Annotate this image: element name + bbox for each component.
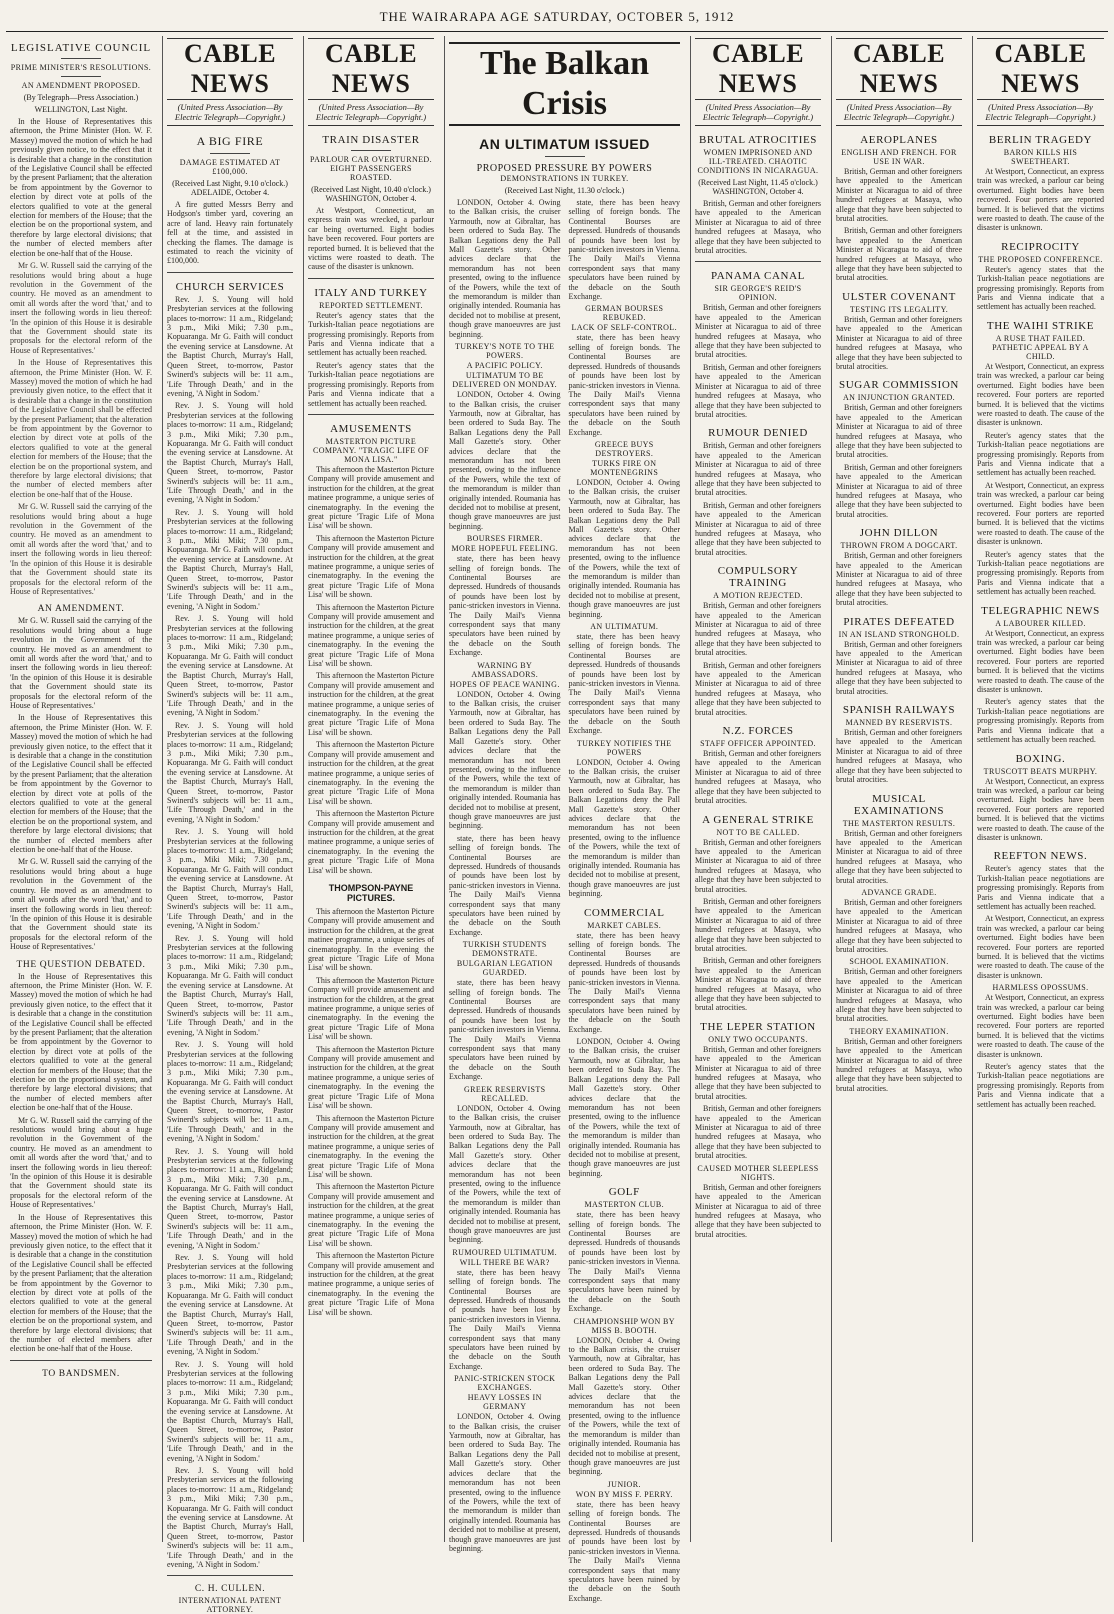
commercial-heading: COMMERCIAL	[583, 906, 665, 919]
thompson-payne-heading: THOMPSON-PAYNE PICTURES.	[328, 882, 414, 903]
aeroplanes-subhead: ENGLISH AND FRENCH. FOR USE IN WAR.	[841, 148, 957, 166]
panic-stock-heading: PANIC-STRICKEN STOCK EXCHANGES.	[454, 1374, 556, 1393]
panama-canal-heading: PANAMA CANAL	[711, 270, 805, 283]
divider	[167, 272, 293, 273]
will-there-be-war-heading: WILL THERE BE WAR?	[459, 1257, 550, 1267]
greece-destroyers-heading: GREECE BUYS DESTROYERS.	[594, 439, 654, 458]
balkan-left-body: LONDON, October 4. Owing to the Balkan crisis, the cruiser Yarmouth, now at Gibraltar, has been ordered to Suda Bay. The Balkan Legations deny the Pall Mall Gazette's story. Other advices declare that the memorandum has not been presented, owing to the influence of the Powers, while the text of the memorandum is milder than originally intended. Roumania has decided not to mobilise at present, though grave manoeuvres are just beginning.	[449, 198, 561, 339]
won-by-perry-heading: WON BY MISS F. PERRY.	[575, 1489, 673, 1499]
golf-heading: GOLF	[608, 1186, 640, 1199]
article-continuation: Mr G. W. Russell said the carrying of the resolutions would bring about a huge revolution in the Government of the country. He moved as an amendment to omit all words after the word 'that,' and to insert the following words in lieu thereof: 'In the opinion of this House it is desirable that the Government should state its proposals for the electoral reform of the House of Representatives.' In the House of Representatives this afternoon, the Prime Minister (Hon. W. F. Massey) moved the motion of which he had previously given notice, to the effect that it is desirable that a change in the constitution of the Legislative Council shall be effected by the present Parliament; that the alteration be from appointment by the Governor to election by direct vote at polls of the electors qualified to vote at the general election for members of the House; that the election be on the proportional system, and therefore by large electoral divisions; that the number of elected members after election be one-half that of the House. Mr G. W. Russell said the carrying of the resolutions would bring about a huge revolution in the Government of the country. He moved as an amendment to omit all words after the word 'that,' and to insert the following words in lieu thereof: 'In the opinion of this House it is desirable that the Government should state its proposals for the electoral reform of the House of Representatives.'	[10, 261, 152, 596]
divider	[351, 150, 391, 151]
column-cable-news-5	[972, 36, 1108, 1542]
warning-ambassadors-heading: WARNING BY AMBASSADORS.	[471, 660, 539, 679]
harmless-opossums-body: At Westport, Connecticut, an express train was wrecked, a parlour car being overturned. Eight bodies have been recovered. Four porters are reported burned. It is believed that the victims were roasted to death. The cause of the disaster is unknown. Reuter's agency states that the Turkish-Italian peace negotiations are progressing promisingly. Reports from Paris and Vienna indicate that a settlement has actually been reached.	[977, 993, 1104, 1109]
atrocities-body: British, German and other foreigners have appealed to the American Minister at Nicaragua to aid of three hundred refugees at Masaya, who allege that they have been subjected to brutal atrocities.	[695, 199, 821, 256]
press-credit: (United Press Association—By Electric Telegraph—Copyright.)	[977, 100, 1104, 126]
turkey-notifies-heading: TURKEY NOTIFIES THE POWERS	[576, 738, 672, 757]
berlin-tragedy-body: At Westport, Connecticut, an express train was wrecked, a parlour car being overturned. Eight bodies have been recovered. Four porters are reported burned. It is believed that the victims were roasted to death. The cause of the disaster is unknown.	[977, 167, 1104, 233]
compulsory-training-heading: COMPULSORY TRAINING	[717, 565, 799, 590]
waihi-strike-subhead: A RUSE THAT FAILED. PATHETIC APPEAL BY A CHILD.	[992, 333, 1089, 361]
balkan-right-body-2: state, there has been heavy selling of foreign bonds. The Continental Bourses are depressed. Hundreds of thousands of pounds have been lost by panic-stricken investors in Vienna. The Daily Mail's Vienna correspondent says that many speculators have been ruined by the debacle on the South Exchange.	[568, 333, 680, 437]
boxing-subhead: TRUSCOTT BEATS MURPHY.	[983, 766, 1098, 776]
waihi-strike-heading: THE WAIHI STRIKE	[986, 319, 1095, 332]
big-fire-subhead: DAMAGE ESTIMATED AT £100,000.	[179, 158, 281, 176]
balkan-left-body-8: LONDON, October 4. Owing to the Balkan crisis, the cruiser Yarmouth, now at Gibraltar, has been ordered to Suda Bay. The Balkan Legations deny the Pall Mall Gazette's story. Other advices declare that the memorandum has not been presented, owing to the influence of the Powers, while the text of the memorandum is milder than originally intended. Roumania has decided not to mobilise at present, though grave manoeuvres are just beginning.	[449, 1412, 561, 1553]
debate-body: In the House of Representatives this afternoon, the Prime Minister (Hon. W. F. Massey) moved the motion of which he had previously given notice, to the effect that it is desirable that a change in the constitution of the Legislative Council shall be effected by the present Parliament; that the alteration be from appointment by the Governor to election by direct vote at polls of the electors qualified to vote at the general election for members of the House; that the election be on the proportional system, and therefore by large electoral divisions; that the number of elected members after election be one-half that of the House. Mr G. W. Russell said the carrying of the resolutions would bring about a huge revolution in the Government of the country. He moved as an amendment to omit all words after the word 'that,' and to insert the following words in lieu thereof: 'In the opinion of this House it is desirable that the Government should state its proposals for the electoral reform of the House of Representatives.' In the House of Representatives this afternoon, the Prime Minister (Hon. W. F. Massey) moved the motion of which he had previously given notice, to the effect that it is desirable that a change in the constitution of the Legislative Council shall be effected by the present Parliament; that the alteration be from appointment by the Governor to election by direct vote at polls of the electors qualified to vote at the general election for members of the House; that the election be on the proportional system, and therefore by large electoral divisions; that the number of elected members after election be one-half that of the House.	[10, 971, 152, 1354]
spanish-railways-subhead: MANNED BY RESERVISTS.	[845, 718, 953, 728]
pirates-defeated-body: British, German and other foreigners have appealed to the American Minister at Nicaragua to aid of three hundred refugees at Masaya, who allege that they have been subjected to brutal atrocities.	[836, 639, 962, 696]
bandsmen-heading: TO BANDSMEN.	[42, 1368, 120, 1379]
cable-news-header: CABLE NEWS	[167, 38, 293, 100]
amendment-heading: AN AMENDMENT.	[37, 604, 125, 615]
balkan-left-body-2: LONDON, October 4. Owing to the Balkan crisis, the cruiser Yarmouth, now at Gibraltar, has been ordered to Suda Bay. The Balkan Legations deny the Pall Mall Gazette's story. Other advices declare that the memorandum has not been presented, owing to the influence of the Powers, while the text of the memorandum is milder than originally intended. Roumania has decided not to mobilise at present, though grave manoeuvres are just beginning.	[449, 390, 561, 531]
thompson-payne-body: This afternoon the Masterton Picture Company will provide amusement and instruction for the children, at the great matinee programme, a unique series of cinematography. In the evening the great picture 'Tragic Life of Mona Lisa' will be shown. This afternoon the Masterton Picture Company will provide amusement and instruction for the children, at the great matinee programme, a unique series of cinematography. In the evening the great picture 'Tragic Life of Mona Lisa' will be shown. This afternoon the Masterton Picture Company will provide amusement and instruction for the children, at the great matinee programme, a unique series of cinematography. In the evening the great picture 'Tragic Life of Mona Lisa' will be shown. This afternoon the Masterton Picture Company will provide amusement and instruction for the children, at the great matinee programme, a unique series of cinematography. In the evening the great picture 'Tragic Life of Mona Lisa' will be shown. This afternoon the Masterton Picture Company will provide amusement and instruction for the children, at the great matinee programme, a unique series of cinematography. In the evening the great picture 'Tragic Life of Mona Lisa' will be shown. This afternoon the Masterton Picture Company will provide amusement and instruction for the children, at the great matinee programme, a unique series of cinematography. In the evening the great picture 'Tragic Life of Mona Lisa' will be shown.	[308, 906, 434, 1317]
championship-heading: CHAMPIONSHIP WON BY MISS B. BOOTH.	[573, 1316, 675, 1335]
masthead-text: THE WAIRARAPA AGE SATURDAY, OCTOBER 5, 1912	[379, 9, 735, 24]
pirates-defeated-heading: PIRATES DEFEATED	[843, 615, 955, 628]
boxing-body: At Westport, Connecticut, an express train was wrecked, a parlour car being overturned. Eight bodies have been recovered. Four porters are reported burned. It is believed that the victims were roasted to death. The cause of the disaster is unknown.	[977, 776, 1104, 842]
divider	[308, 278, 434, 279]
train-disaster-subhead: PARLOUR CAR OVERTURNED. EIGHT PASSENGERS ROASTED.	[310, 155, 432, 182]
school-examination-heading: SCHOOL EXAMINATION.	[849, 957, 949, 967]
reciprocity-subhead: THE PROPOSED CONFERENCE.	[978, 254, 1103, 264]
legislative-subtitle-2: AN AMENDMENT PROPOSED.	[21, 81, 141, 90]
waihi-strike-body: At Westport, Connecticut, an express train was wrecked, a parlour car being overturned. Eight bodies have been recovered. Four porters are reported burned. It is believed that the victims were roasted to death. The cause of the disaster is unknown. Reuter's agency states that the Turkish-Italian peace negotiations are progressing promisingly. Reports from Paris and Vienna indicate that a settlement has actually been reached. At Westport, Connecticut, an express train was wrecked, a parlour car being overturned. Eight bodies have been recovered. Four porters are reported burned. It is believed that the victims were roasted to death. The cause of the disaster is unknown. Reuter's agency states that the Turkish-Italian peace negotiations are progressing promisingly. Reports from Paris and Vienna indicate that a settlement has actually been reached.	[977, 361, 1104, 597]
cullen-heading: C. H. CULLEN.	[194, 1584, 266, 1595]
sugar-commission-heading: SUGAR COMMISSION	[839, 379, 959, 392]
theory-examination-body: British, German and other foreigners have appealed to the American Minister at Nicaragua to aid of three hundred refugees at Masaya, who allege that they have been subjected to brutal atrocities.	[836, 1036, 962, 1093]
train-disaster-dateline: (Received Last Night, 10.40 o'clock.) WASHINGTON, October 4.	[311, 185, 431, 203]
commercial-body: state, there has been heavy selling of foreign bonds. The Continental Bourses are depressed. Hundreds of thousands of pounds have been lost by panic-stricken investors in Vienna. The Daily Mail's Vienna correspondent says that many speculators have been ruined by the debacle on the South Exchange. LONDON, October 4. Owing to the Balkan crisis, the cruiser Yarmouth, now at Gibraltar, has been ordered to Suda Bay. The Balkan Legations deny the Pall Mall Gazette's story. Other advices declare that the memorandum has not been presented, owing to the influence of the Powers, while the text of the memorandum is milder than originally intended. Roumania has decided not to mobilise at present, though grave manoeuvres are just beginning.	[568, 930, 680, 1178]
balkan-left-body-7: state, there has been heavy selling of foreign bonds. The Continental Bourses are depressed. Hundreds of thousands of pounds have been lost by panic-stricken investors in Vienna. The Daily Mail's Vienna correspondent says that many speculators have been ruined by the debacle on the South Exchange.	[449, 1267, 561, 1371]
press-credit: (United Press Association—By Electric Telegraph—Copyright.)	[308, 100, 434, 126]
balkan-crisis-title: The Balkan Crisis	[449, 42, 680, 126]
self-control-heading: LACK OF SELF-CONTROL.	[571, 323, 678, 333]
divider	[210, 153, 250, 154]
cable-news-header: CABLE NEWS	[836, 38, 962, 100]
school-examination-body: British, German and other foreigners have appealed to the American Minister at Nicaragua to aid of three hundred refugees at Masaya, who allege that they have been subjected to brutal atrocities.	[836, 967, 962, 1024]
ulster-covenant-body: British, German and other foreigners have appealed to the American Minister at Nicaragua to aid of three hundred refugees at Masaya, who allege that they have been subjected to brutal atrocities.	[836, 314, 962, 371]
musical-examinations-body: British, German and other foreigners have appealed to the American Minister at Nicaragua to aid of three hundred refugees at Masaya, who allege that they have been subjected to brutal atrocities.	[836, 828, 962, 885]
italy-turkey-heading: ITALY AND TURKEY	[314, 286, 428, 299]
balkan-left-body-5: state, there has been heavy selling of foreign bonds. The Continental Bourses are depressed. Hundreds of thousands of pounds have been lost by panic-stricken investors in Vienna. The Daily Mail's Vienna correspondent says that many speculators have been ruined by the debacle on the South Exchange.	[449, 978, 561, 1082]
hopeful-feeling-heading: MORE HOPEFUL FEELING.	[451, 544, 559, 554]
column-cable-news-2	[303, 36, 438, 1542]
rumour-denied-body: British, German and other foreigners have appealed to the American Minister at Nicaragua to aid of three hundred refugees at Masaya, who allege that they have been subjected to brutal atrocities. British, German and other foreigners have appealed to the American Minister at Nicaragua to aid of three hundred refugees at Masaya, who allege that they have been subjected to brutal atrocities.	[695, 441, 821, 557]
leper-station-heading: THE LEPER STATION	[700, 1020, 816, 1033]
balkan-left-body-3: state, there has been heavy selling of foreign bonds. The Continental Bourses are depressed. Hundreds of thousands of pounds have been lost by panic-stricken investors in Vienna. The Daily Mail's Vienna correspondent says that many speculators have been ruined by the debacle on the South Exchange.	[449, 554, 561, 658]
atrocities-dateline: (Received Last Night, 11.45 o'clock.) WASHINGTON, October 4.	[698, 178, 818, 196]
nz-forces-heading: N.Z. FORCES	[722, 725, 794, 738]
bourses-firmer-heading: BOURSES FIRMER.	[466, 534, 543, 544]
telegraphic-news-body: At Westport, Connecticut, an express train was wrecked, a parlour car being overturned. Eight bodies have been recovered. Four porters are reported burned. It is believed that the victims were roasted to death. The cause of the disaster is unknown. Reuter's agency states that the Turkish-Italian peace negotiations are progressing promisingly. Reports from Paris and Vienna indicate that a settlement has actually been reached.	[977, 628, 1104, 745]
aeroplanes-heading: AEROPLANES	[860, 134, 938, 146]
pacific-policy-heading: A PACIFIC POLICY.	[466, 361, 543, 371]
market-cables-heading: MARKET CABLES.	[587, 920, 662, 930]
divider	[695, 261, 821, 262]
italy-turkey-subhead: REPORTED SETTLEMENT.	[319, 300, 423, 310]
church-services-body: Rev. J. S. Young will hold Presbyterian services at the following places to-morrow: 11 a.m., Ridgeland; 3 p.m., Miki Miki; 7.30 p.m., Kopuaranga. Mr G. Faith will conduct the evening service at Lansdowne. At the Baptist Church, Murray's Hall, Queen Street, to-morrow, Pastor Swinerd's subjects will be: 11 a.m., 'Life Through Death,' and in the evening, 'A Night in Sodom.' Rev. J. S. Young will hold Presbyterian services at the following places to-morrow: 11 a.m., Ridgeland; 3 p.m., Miki Miki; 7.30 p.m., Kopuaranga. Mr G. Faith will conduct the evening service at Lansdowne. At the Baptist Church, Murray's Hall, Queen Street, to-morrow, Pastor Swinerd's subjects will be: 11 a.m., 'Life Through Death,' and in the evening, 'A Night in Sodom.' Rev. J. S. Young will hold Presbyterian services at the following places to-morrow: 11 a.m., Ridgeland; 3 p.m., Miki Miki; 7.30 p.m., Kopuaranga. Mr G. Faith will conduct the evening service at Lansdowne. At the Baptist Church, Murray's Hall, Queen Street, to-morrow, Pastor Swinerd's subjects will be: 11 a.m., 'Life Through Death,' and in the evening, 'A Night in Sodom.' Rev. J. S. Young will hold Presbyterian services at the following places to-morrow: 11 a.m., Ridgeland; 3 p.m., Miki Miki; 7.30 p.m., Kopuaranga. Mr G. Faith will conduct the evening service at Lansdowne. At the Baptist Church, Murray's Hall, Queen Street, to-morrow, Pastor Swinerd's subjects will be: 11 a.m., 'Life Through Death,' and in the evening, 'A Night in Sodom.' Rev. J. S. Young will hold Presbyterian services at the following places to-morrow: 11 a.m., Ridgeland; 3 p.m., Miki Miki; 7.30 p.m., Kopuaranga. Mr G. Faith will conduct the evening service at Lansdowne. At the Baptist Church, Murray's Hall, Queen Street, to-morrow, Pastor Swinerd's subjects will be: 11 a.m., 'Life Through Death,' and in the evening, 'A Night in Sodom.' Rev. J. S. Young will hold Presbyterian services at the following places to-morrow: 11 a.m., Ridgeland; 3 p.m., Miki Miki; 7.30 p.m., Kopuaranga. Mr G. Faith will conduct the evening service at Lansdowne. At the Baptist Church, Murray's Hall, Queen Street, to-morrow, Pastor Swinerd's subjects will be: 11 a.m., 'Life Through Death,' and in the evening, 'A Night in Sodom.' Rev. J. S. Young will hold Presbyterian services at the following places to-morrow: 11 a.m., Ridgeland; 3 p.m., Miki Miki; 7.30 p.m., Kopuaranga. Mr G. Faith will conduct the evening service at Lansdowne. At the Baptist Church, Murray's Hall, Queen Street, to-morrow, Pastor Swinerd's subjects will be: 11 a.m., 'Life Through Death,' and in the evening, 'A Night in Sodom.' Rev. J. S. Young will hold Presbyterian services at the following places to-morrow: 11 a.m., Ridgeland; 3 p.m., Miki Miki; 7.30 p.m., Kopuaranga. Mr G. Faith will conduct the evening service at Lansdowne. At the Baptist Church, Murray's Hall, Queen Street, to-morrow, Pastor Swinerd's subjects will be: 11 a.m., 'Life Through Death,' and in the evening, 'A Night in Sodom.' Rev. J. S. Young will hold Presbyterian services at the following places to-morrow: 11 a.m., Ridgeland; 3 p.m., Miki Miki; 7.30 p.m., Kopuaranga. Mr G. Faith will conduct the evening service at Lansdowne. At the Baptist Church, Murray's Hall, Queen Street, to-morrow, Pastor Swinerd's subjects will be: 11 a.m., 'Life Through Death,' and in the evening, 'A Night in Sodom.' Rev. J. S. Young will hold Presbyterian services at the following places to-morrow: 11 a.m., Ridgeland; 3 p.m., Miki Miki; 7.30 p.m., Kopuaranga. Mr G. Faith will conduct the evening service at Lansdowne. At the Baptist Church, Murray's Hall, Queen Street, to-morrow, Pastor Swinerd's subjects will be: 11 a.m., 'Life Through Death,' and in the evening, 'A Night in Sodom.' Rev. J. S. Young will hold Presbyterian services at the following places to-morrow: 11 a.m., Ridgeland; 3 p.m., Miki Miki; 7.30 p.m., Kopuaranga. Mr G. Faith will conduct the evening service at Lansdowne. At the Baptist Church, Murray's Hall, Queen Street, to-morrow, Pastor Swinerd's subjects will be: 11 a.m., 'Life Through Death,' and in the evening, 'A Night in Sodom.' Rev. J. S. Young will hold Presbyterian services at the following places to-morrow: 11 a.m., Ridgeland; 3 p.m., Miki Miki; 7.30 p.m., Kopuaranga. Mr G. Faith will conduct the evening service at Lansdowne. At the Baptist Church, Murray's Hall, Queen Street, to-morrow, Pastor Swinerd's subjects will be: 11 a.m., 'Life Through Death,' and in the evening, 'A Night in Sodom.'	[167, 294, 293, 1570]
turkish-students-heading: TURKISH STUDENTS DEMONSTRATE.	[462, 940, 547, 959]
german-bourses-heading: GERMAN BOURSES REBUKED.	[585, 304, 664, 323]
john-dillon-body: British, German and other foreigners have appealed to the American Minister at Nicaragua to aid of three hundred refugees at Masaya, who allege that they have been subjected to brutal atrocities.	[836, 551, 962, 608]
dateline: WELLINGTON, Last Night.	[34, 105, 128, 114]
big-fire-heading: A BIG FIRE	[196, 134, 264, 148]
telegraphic-news-subhead: A LABOURER KILLED.	[995, 618, 1086, 628]
compulsory-training-body: British, German and other foreigners have appealed to the American Minister at Nicaragua to aid of three hundred refugees at Masaya, who allege that they have been subjected to brutal atrocities. British, German and other foreigners have appealed to the American Minister at Nicaragua to aid of three hundred refugees at Masaya, who allege that they have been subjected to brutal atrocities.	[695, 601, 821, 717]
berlin-tragedy-heading: BERLIN TRAGEDY	[988, 134, 1093, 146]
musical-examinations-subhead: THE MASTERTON RESULTS.	[842, 818, 956, 828]
balkan-right-body-5: LONDON, October 4. Owing to the Balkan crisis, the cruiser Yarmouth, now at Gibraltar, has been ordered to Suda Bay. The Balkan Legations deny the Pall Mall Gazette's story. Other advices declare that the memorandum has not been presented, owing to the influence of the Powers, while the text of the memorandum is milder than originally intended. Roumania has decided not to mobilise at present, though grave manoeuvres are just beginning.	[568, 757, 680, 899]
golf-body: state, there has been heavy selling of foreign bonds. The Continental Bourses are depressed. Hundreds of thousands of pounds have been lost by panic-stricken investors in Vienna. The Daily Mail's Vienna correspondent says that many speculators have been ruined by the debacle on the South Exchange.	[568, 1210, 680, 1314]
column-balkan-crisis	[444, 36, 684, 1603]
telegraphic-news-heading: TELEGRAPHIC NEWS	[981, 604, 1100, 617]
byline: (By Telegraph—Press Association.)	[23, 93, 139, 102]
hopes-waning-heading: HOPES OF PEACE WANING.	[449, 679, 560, 689]
atrocities-heading: BRUTAL ATROCITIES	[699, 134, 817, 146]
amendment-body: Mr G. W. Russell said the carrying of the resolutions would bring about a huge revolution in the Government of the country. He moved as an amendment to omit all words after the word 'that,' and to insert the following words in lieu thereof: 'In the opinion of this House it is desirable that the Government should state its proposals for the electoral reform of the House of Representatives.' In the House of Representatives this afternoon, the Prime Minister (Hon. W. F. Massey) moved the motion of which he had previously given notice, to the effect that it is desirable that a change in the constitution of the Legislative Council shall be effected by the present Parliament; that the alteration be from appointment by the Governor to election by direct vote at polls of the electors qualified to vote at the general election for members of the House; that the election be on the proportional system, and therefore by large electoral divisions; that the number of elected members after election be one-half that of the House. Mr G. W. Russell said the carrying of the resolutions would bring about a huge revolution in the Government of the country. He moved as an amendment to omit all words after the word 'that,' and to insert the following words in lieu thereof: 'In the opinion of this House it is desirable that the Government should state its proposals for the electoral reform of the House of Representatives.'	[10, 616, 152, 952]
powers-deck: PROPOSED PRESSURE BY POWERS	[476, 163, 653, 174]
panama-canal-body: British, German and other foreigners have appealed to the American Minister at Nicaragua to aid of three hundred refugees at Masaya, who allege that they have been subjected to brutal atrocities. British, German and other foreigners have appealed to the American Minister at Nicaragua to aid of three hundred refugees at Masaya, who allege that they have been subjected to brutal atrocities.	[695, 303, 821, 419]
sleepless-nights-heading: CAUSED MOTHER SLEEPLESS NIGHTS.	[697, 1163, 819, 1182]
article-body: In the House of Representatives this afternoon, the Prime Minister (Hon. W. F. Massey) moved the motion of which he had previously given notice, to the effect that it is desirable that a change in the constitution of the Legislative Council shall be effected by the present Parliament; that the alteration be from appointment by the Governor to election by direct vote at polls of the electors qualified to vote at the general election for members of the House; that the election be on the proportional system, and therefore by large electoral divisions; that the number of elected members after election be one-half that of the House.	[10, 117, 152, 258]
reciprocity-heading: RECIPROCITY	[1001, 240, 1080, 253]
rumour-denied-heading: RUMOUR DENIED	[708, 427, 808, 440]
turkey-note-heading: TURKEY'S NOTE TO THE POWERS.	[455, 342, 555, 361]
an-ultimatum-heading: AN ULTIMATUM.	[590, 622, 659, 632]
reefton-news-body: Reuter's agency states that the Turkish-Italian peace negotiations are progressing promisingly. Reports from Paris and Vienna indicate that a settlement has actually been reached. At Westport, Connecticut, an express train was wrecked, a parlour car being overturned. Eight bodies have been recovered. Four porters are reported burned. It is believed that the victims were roasted to death. The cause of the disaster is unknown.	[977, 864, 1104, 980]
compulsory-training-subhead: A MOTION REJECTED.	[713, 591, 803, 601]
ulster-covenant-heading: ULSTER COVENANT	[842, 290, 956, 303]
theory-examination-heading: THEORY EXAMINATION.	[849, 1026, 949, 1036]
amusements-heading: AMUSEMENTS	[330, 422, 412, 435]
john-dillon-heading: JOHN DILLON	[859, 527, 939, 540]
john-dillon-subhead: THROWN FROM A DOGCART.	[840, 541, 958, 551]
balkan-left-body-4: LONDON, October 4. Owing to the Balkan crisis, the cruiser Yarmouth, now at Gibraltar, has been ordered to Suda Bay. The Balkan Legations deny the Pall Mall Gazette's story. Other advices declare that the memorandum has not been presented, owing to the influence of the Powers, while the text of the memorandum is milder than originally intended. Roumania has decided not to mobilise at present, though grave manoeuvres are just beginning. state, there has been heavy selling of foreign bonds. The Continental Bourses are depressed. Hundreds of thousands of pounds have been lost by panic-stricken investors in Vienna. The Daily Mail's Vienna correspondent says that many speculators have been ruined by the debacle on the South Exchange.	[449, 689, 561, 937]
balkan-right-body-4: state, there has been heavy selling of foreign bonds. The Continental Bourses are depressed. Hundreds of thousands of pounds have been lost by panic-stricken investors in Vienna. The Daily Mail's Vienna correspondent says that many speculators have been ruined by the debacle on the South Exchange.	[568, 632, 680, 736]
demonstrations-deck: DEMONSTRATIONS IN TURKEY.	[500, 174, 629, 183]
ultimatum-headline: AN ULTIMATUM ISSUED	[479, 136, 650, 152]
general-strike-heading: A GENERAL STRIKE	[702, 813, 814, 826]
big-fire-dateline: (Received Last Night, 9.10 o'clock.) ADELAIDE, October 4.	[172, 179, 288, 197]
rumoured-ultimatum-heading: RUMOURED ULTIMATUM.	[452, 1247, 558, 1257]
press-credit: (United Press Association—By Electric Telegraph—Copyright.)	[167, 100, 293, 126]
junior-body: state, there has been heavy selling of foreign bonds. The Continental Bourses are depressed. Hundreds of thousands of pounds have been lost by panic-stricken investors in Vienna. The Daily Mail's Vienna correspondent says that many speculators have been ruined by the debacle on the South Exchange.	[568, 1499, 680, 1603]
divider	[61, 58, 101, 59]
reefton-news-heading: REEFTON NEWS.	[993, 850, 1088, 863]
spanish-railways-heading: SPANISH RAILWAYS	[842, 704, 956, 717]
atrocities-subhead: WOMEN IMPRISONED AND ILL-TREATED. CHAOTIC CONDITIONS IN NICARAGUA.	[697, 148, 819, 175]
berlin-tragedy-subhead: BARON KILLS HIS SWEETHEART.	[1003, 148, 1078, 166]
harmless-opossums-heading: HARMLESS OPOSSUMS.	[992, 983, 1089, 993]
masthead	[0, 0, 1114, 34]
sugar-commission-body: British, German and other foreigners have appealed to the American Minister at Nicaragua to aid of three hundred refugees at Masaya, who allege that they have been subjected to brutal atrocities. British, German and other foreigners have appealed to the American Minister at Nicaragua to aid of three hundred refugees at Masaya, who allege that they have been subjected to brutal atrocities.	[836, 403, 962, 519]
sleepless-nights-body: British, German and other foreigners have appealed to the American Minister at Nicaragua to aid of three hundred refugees at Masaya, who allege that they have been subjected to brutal atrocities.	[695, 1182, 821, 1239]
legislative-council-title: LEGISLATIVE COUNCIL	[10, 42, 152, 54]
divider	[10, 1360, 152, 1361]
musical-examinations-heading: MUSICAL EXAMINATIONS	[853, 792, 945, 817]
reciprocity-body: Reuter's agency states that the Turkish-Italian peace negotiations are progressing promisingly. Reports from Paris and Vienna indicate that a settlement has actually been reached.	[977, 264, 1104, 312]
cullen-subhead: INTERNATIONAL PATENT ATTORNEY.	[178, 1596, 282, 1614]
nz-forces-body: British, German and other foreigners have appealed to the American Minister at Nicaragua to aid of three hundred refugees at Masaya, who allege that they have been subjected to brutal atrocities.	[695, 749, 821, 806]
masthead-rule	[6, 31, 1108, 32]
legislative-subtitle: PRIME MINISTER'S RESOLUTIONS.	[10, 63, 152, 72]
italy-turkey-body: Reuter's agency states that the Turkish-Italian peace negotiations are progressing promisingly. Reports from Paris and Vienna indicate that a settlement has actually been reached. Reuter's agency states that the Turkish-Italian peace negotiations are progressing promisingly. Reports from Paris and Vienna indicate that a settlement has actually been reached.	[308, 310, 434, 408]
column-cable-news-3	[690, 36, 825, 1542]
divider	[61, 76, 101, 77]
panama-canal-subhead: SIR GEORGE'S REID'S OPINION.	[714, 284, 802, 303]
general-strike-subhead: NOT TO BE CALLED.	[716, 827, 800, 837]
question-debated-heading: THE QUESTION DEBATED.	[16, 959, 146, 970]
column-cable-news-1	[162, 36, 297, 1614]
amusements-body: This afternoon the Masterton Picture Company will provide amusement and instruction for the children, at the great matinee programme, a unique series of cinematography. In the evening the great picture 'Tragic Life of Mona Lisa' will be shown. This afternoon the Masterton Picture Company will provide amusement and instruction for the children, at the great matinee programme, a unique series of cinematography. In the evening the great picture 'Tragic Life of Mona Lisa' will be shown. This afternoon the Masterton Picture Company will provide amusement and instruction for the children, at the great matinee programme, a unique series of cinematography. In the evening the great picture 'Tragic Life of Mona Lisa' will be shown. This afternoon the Masterton Picture Company will provide amusement and instruction for the children, at the great matinee programme, a unique series of cinematography. In the evening the great picture 'Tragic Life of Mona Lisa' will be shown. This afternoon the Masterton Picture Company will provide amusement and instruction for the children, at the great matinee programme, a unique series of cinematography. In the evening the great picture 'Tragic Life of Mona Lisa' will be shown. This afternoon the Masterton Picture Company will provide amusement and instruction for the children, at the great matinee programme, a unique series of cinematography. In the evening the great picture 'Tragic Life of Mona Lisa' will be shown.	[308, 464, 434, 875]
big-fire-body: A fire gutted Messrs Berry and Hodgson's timber yard, covering an acre of land. Heavy rain fortunately fell at the time, and assisted in checking the flames. The damage is estimated to reach the vicinity of £100,000.	[167, 200, 293, 266]
championship-body: LONDON, October 4. Owing to the Balkan crisis, the cruiser Yarmouth, now at Gibraltar, has been ordered to Suda Bay. The Balkan Legations deny the Pall Mall Gazette's story. Other advices declare that the memorandum has not been presented, owing to the influence of the Powers, while the text of the memorandum is milder than originally intended. Roumania has decided not to mobilise at present, though grave manoeuvres are just beginning.	[568, 1335, 680, 1477]
nz-forces-subhead: STAFF OFFICER APPOINTED.	[700, 739, 816, 749]
advance-grade-body: British, German and other foreigners have appealed to the American Minister at Nicaragua to aid of three hundred refugees at Masaya, who allege that they have been subjected to brutal atrocities.	[836, 897, 962, 954]
amusements-subhead: MASTERTON PICTURE COMPANY. "TRAGIC LIFE OF MONA LISA."	[313, 436, 429, 464]
balkan-right-body-3: LONDON, October 4. Owing to the Balkan crisis, the cruiser Yarmouth, now at Gibraltar, has been ordered to Suda Bay. The Balkan Legations deny the Pall Mall Gazette's story. Other advices declare that the memorandum has not been presented, owing to the influence of the Powers, while the text of the memorandum is milder than originally intended. Roumania has decided not to mobilise at present, though grave manoeuvres are just beginning.	[568, 477, 680, 619]
balkan-dateline: (Received Last Night, 11.30 o'clock.)	[504, 186, 625, 195]
junior-heading: JUNIOR.	[607, 1479, 641, 1489]
press-credit: (United Press Association—By Electric Telegraph—Copyright.)	[836, 100, 962, 126]
divider	[167, 1575, 293, 1576]
column-legislative-council	[6, 36, 156, 1542]
greek-reservists-heading: GREEK RESERVISTS RECALLED.	[463, 1084, 546, 1103]
balkan-two-columns	[449, 198, 680, 1606]
page-columns	[6, 36, 1108, 1614]
balkan-left-column	[449, 198, 561, 1606]
divider	[308, 414, 434, 415]
cable-news-header: CABLE NEWS	[695, 38, 821, 100]
boxing-heading: BOXING.	[1015, 752, 1066, 765]
column-cable-news-4	[831, 36, 966, 1542]
spanish-railways-body: British, German and other foreigners have appealed to the American Minister at Nicaragua to aid of three hundred refugees at Masaya, who allege that they have been subjected to brutal atrocities.	[836, 728, 962, 785]
balkan-right-body: state, there has been heavy selling of foreign bonds. The Continental Bourses are depressed. Hundreds of thousands of pounds have been lost by panic-stricken investors in Vienna. The Daily Mail's Vienna correspondent says that many speculators have been ruined by the debacle on the South Exchange.	[568, 198, 680, 302]
train-disaster-body: At Westport, Connecticut, an express train was wrecked, a parlour car being overturned. Eight bodies have been recovered. Four porters are reported burned. It is believed that the victims were roasted to death. The cause of the disaster is unknown.	[308, 206, 434, 272]
bulgarian-legation-heading: BULGARIAN LEGATION GUARDED.	[456, 959, 553, 978]
cable-news-header: CABLE NEWS	[308, 38, 434, 100]
ultimatum-monday-heading: ULTIMATUM TO BE DELIVERED ON MONDAY.	[452, 371, 558, 390]
leper-station-subhead: ONLY TWO OCCUPANTS.	[708, 1034, 808, 1044]
pirates-defeated-subhead: IN AN ISLAND STRONGHOLD.	[838, 629, 960, 639]
heavy-losses-heading: HEAVY LOSSES IN GERMANY	[467, 1393, 542, 1412]
balkan-left-body-6: LONDON, October 4. Owing to the Balkan crisis, the cruiser Yarmouth, now at Gibraltar, has been ordered to Suda Bay. The Balkan Legations deny the Pall Mall Gazette's story. Other advices declare that the memorandum has not been presented, owing to the influence of the Powers, while the text of the memorandum is milder than originally intended. Roumania has decided not to mobilise at present, though grave manoeuvres are just beginning.	[449, 1103, 561, 1245]
masterton-club-heading: MASTERTON CLUB.	[584, 1200, 665, 1210]
leper-station-body: British, German and other foreigners have appealed to the American Minister at Nicaragua to aid of three hundred refugees at Masaya, who allege that they have been subjected to brutal atrocities. British, German and other foreigners have appealed to the American Minister at Nicaragua to aid of three hundred refugees at Masaya, who allege that they have been subjected to brutal atrocities.	[695, 1044, 821, 1161]
aeroplanes-body: British, German and other foreigners have appealed to the American Minister at Nicaragua to aid of three hundred refugees at Masaya, who allege that they have been subjected to brutal atrocities. British, German and other foreigners have appealed to the American Minister at Nicaragua to aid of three hundred refugees at Masaya, who allege that they have been subjected to brutal atrocities.	[836, 167, 962, 283]
advance-grade-heading: ADVANCE GRADE.	[861, 887, 937, 897]
church-services-heading: CHURCH SERVICES	[175, 280, 285, 293]
general-strike-body: British, German and other foreigners have appealed to the American Minister at Nicaragua to aid of three hundred refugees at Masaya, who allege that they have been subjected to brutal atrocities. British, German and other foreigners have appealed to the American Minister at Nicaragua to aid of three hundred refugees at Masaya, who allege that they have been subjected to brutal atrocities. British, German and other foreigners have appealed to the American Minister at Nicaragua to aid of three hundred refugees at Masaya, who allege that they have been subjected to brutal atrocities.	[695, 837, 821, 1013]
press-credit: (United Press Association—By Electric Telegraph—Copyright.)	[695, 100, 821, 126]
cable-news-header: CABLE NEWS	[977, 38, 1104, 100]
montenegrins-heading: TURKS FIRE ON MONTENEGRINS	[590, 458, 659, 477]
balkan-right-column	[569, 198, 681, 1606]
train-disaster-heading: TRAIN DISASTER	[322, 134, 420, 146]
divider	[545, 156, 585, 157]
sugar-commission-subhead: AN INJUNCTION GRANTED.	[842, 393, 956, 403]
ulster-covenant-subhead: TESTING ITS LEGALITY.	[849, 304, 949, 314]
